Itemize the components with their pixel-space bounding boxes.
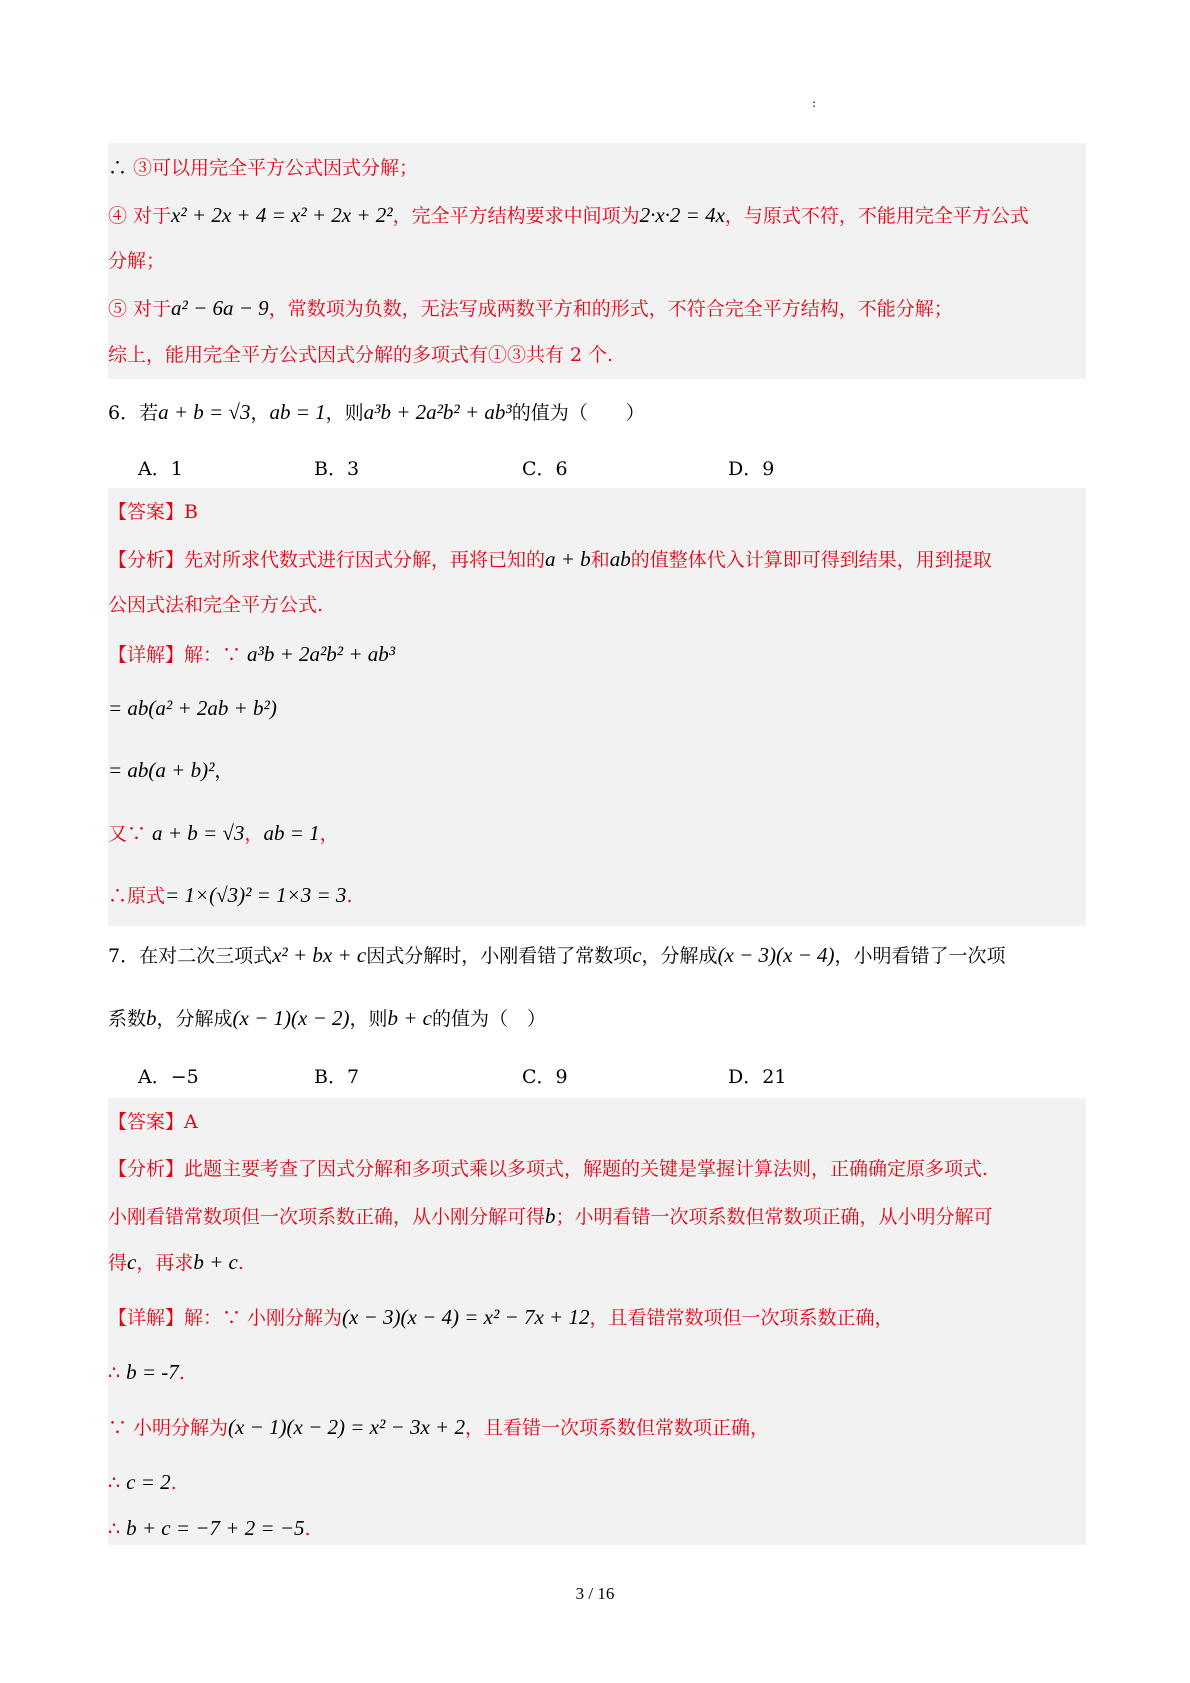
line <box>108 295 953 322</box>
option-c: C．9 <box>522 1066 568 1088</box>
text: ， <box>244 823 264 845</box>
text: 的值整体代入计算即可得到结果，用到提取 <box>630 549 992 571</box>
option-b: B．3 <box>314 458 360 480</box>
text: . <box>346 885 353 907</box>
step <box>108 1414 769 1441</box>
math: ab = 1 <box>269 400 326 424</box>
math: ab <box>609 547 631 571</box>
step <box>108 757 233 784</box>
analysis-cont <box>108 1203 993 1230</box>
question-7-stem <box>108 942 1006 969</box>
analysis <box>108 546 992 573</box>
math: b + c <box>387 1006 433 1030</box>
math: (x − 3)(x − 4) <box>717 943 835 967</box>
math: a² − 6a − 9 <box>171 296 269 320</box>
text: 得 <box>108 1252 128 1274</box>
line <box>108 202 1029 229</box>
text: ，小明看错了一次项 <box>834 945 1006 967</box>
math: b <box>545 1204 556 1228</box>
text: ∴原式 <box>108 885 166 907</box>
question-7-stem-cont <box>108 1005 546 1032</box>
math: = ab(a + b)² <box>108 758 215 782</box>
line: 分解； <box>108 250 166 272</box>
text: 【详解】解：∵ <box>108 644 248 666</box>
math: a³b + 2a²b² + ab³ <box>247 642 396 666</box>
line: 综上，能用完全平方公式因式分解的多项式有①③共有 2 个. <box>108 344 614 366</box>
option-c: C．6 <box>522 458 568 480</box>
text: ， <box>319 823 339 845</box>
analysis-cont <box>108 1249 244 1276</box>
text: 6．若 <box>108 402 159 424</box>
option-d: D．21 <box>728 1066 787 1088</box>
answer: 【答案】A <box>108 1111 198 1133</box>
math: 2·x·2 = 4x <box>639 203 725 227</box>
text: . <box>304 1518 311 1540</box>
text: ，与原式不符，不能用完全平方公式 <box>724 205 1029 227</box>
text: ，分解成 <box>641 945 718 967</box>
analysis-cont: 公因式法和完全平方公式. <box>108 594 324 616</box>
math: b + c = −7 + 2 = −5 <box>126 1516 305 1540</box>
text: 【详解】解：∵ 小刚分解为 <box>108 1307 343 1329</box>
text: . <box>237 1252 244 1274</box>
text: ，分解成 <box>156 1008 233 1030</box>
math: x² + 2x + 4 = x² + 2x + 2² <box>171 203 393 227</box>
math: (x − 3)(x − 4) = x² − 7x + 12 <box>342 1305 590 1329</box>
option-a: A．−5 <box>138 1066 199 1088</box>
math: a + b = √3 <box>158 400 251 424</box>
text: 小刚看错常数项但一次项系数正确，从小刚分解可得 <box>108 1206 546 1228</box>
math: (x − 1)(x − 2) = x² − 3x + 2 <box>228 1415 465 1439</box>
text: 和 <box>590 549 610 571</box>
text: ；小明看错一次项系数但常数项正确，从小明分解可 <box>555 1206 993 1228</box>
detail <box>108 641 395 668</box>
line <box>108 155 418 181</box>
analysis: 【分析】此题主要考查了因式分解和多项式乘以多项式，解题的关键是掌握计算法则，正确确定原多项式. <box>108 1158 989 1180</box>
text: ， <box>250 402 270 424</box>
text: ， <box>214 760 234 782</box>
text: ，则 <box>325 402 364 424</box>
header-mark: : <box>812 96 817 110</box>
step <box>108 882 352 909</box>
math: a + b <box>545 547 591 571</box>
text: ④ 对于 <box>108 205 172 227</box>
math: b <box>146 1006 157 1030</box>
step: = ab(a² + 2ab + b²) <box>108 696 277 720</box>
math: c <box>127 1250 137 1274</box>
math: a + b = √3 <box>152 821 245 845</box>
text: ，且看错常数项但一次项系数正确， <box>589 1307 894 1329</box>
answer: 【答案】B <box>108 501 198 523</box>
text: ，则 <box>349 1008 388 1030</box>
math: ab = 1 <box>263 821 320 845</box>
text: ，再求 <box>136 1252 194 1274</box>
math: = 1×(√3)² = 1×3 = 3 <box>165 883 347 907</box>
math: x² + bx + c <box>272 943 367 967</box>
text: ∵ 小明分解为 <box>108 1417 229 1439</box>
text: ，常数项为负数，无法写成两数平方和的形式，不符合完全平方结构，不能分解； <box>268 298 953 320</box>
text: ∴ <box>108 1362 127 1384</box>
math: b = -7 <box>126 1360 179 1384</box>
question-6-stem <box>108 399 645 426</box>
math: (x − 1)(x − 2) <box>232 1006 350 1030</box>
step <box>108 820 339 847</box>
page-number: 3 / 16 <box>575 1584 615 1603</box>
text: ，且看错一次项系数但常数项正确， <box>464 1417 769 1439</box>
text: . <box>178 1362 185 1384</box>
text: ∴ <box>108 1518 127 1540</box>
math: c <box>632 943 642 967</box>
text: ③可以用完全平方公式因式分解； <box>133 157 419 179</box>
text: 的值为（ ） <box>511 402 645 424</box>
detail <box>108 1304 893 1331</box>
text: 因式分解时，小刚看错了常数项 <box>366 945 633 967</box>
step <box>108 1515 311 1542</box>
step <box>108 1469 177 1496</box>
text: 的值为（ ） <box>432 1008 547 1030</box>
math: c = 2 <box>126 1470 171 1494</box>
text: ⑤ 对于 <box>108 298 172 320</box>
text: 又∵ <box>108 823 153 845</box>
math: b + c <box>193 1250 238 1274</box>
math: a³b + 2a²b² + ab³ <box>363 400 512 424</box>
text: ∴ <box>108 157 134 179</box>
step <box>108 1359 185 1386</box>
text: ，完全平方结构要求中间项为 <box>392 205 640 227</box>
option-d: D．9 <box>728 458 775 480</box>
text: 系数 <box>108 1008 147 1030</box>
option-b: B．7 <box>314 1066 360 1088</box>
option-a: A．1 <box>138 458 183 480</box>
text: 【分析】先对所求代数式进行因式分解，再将已知的 <box>108 549 546 571</box>
text: 7．在对二次三项式 <box>108 945 273 967</box>
text: . <box>170 1472 177 1494</box>
text: ∴ <box>108 1472 127 1494</box>
